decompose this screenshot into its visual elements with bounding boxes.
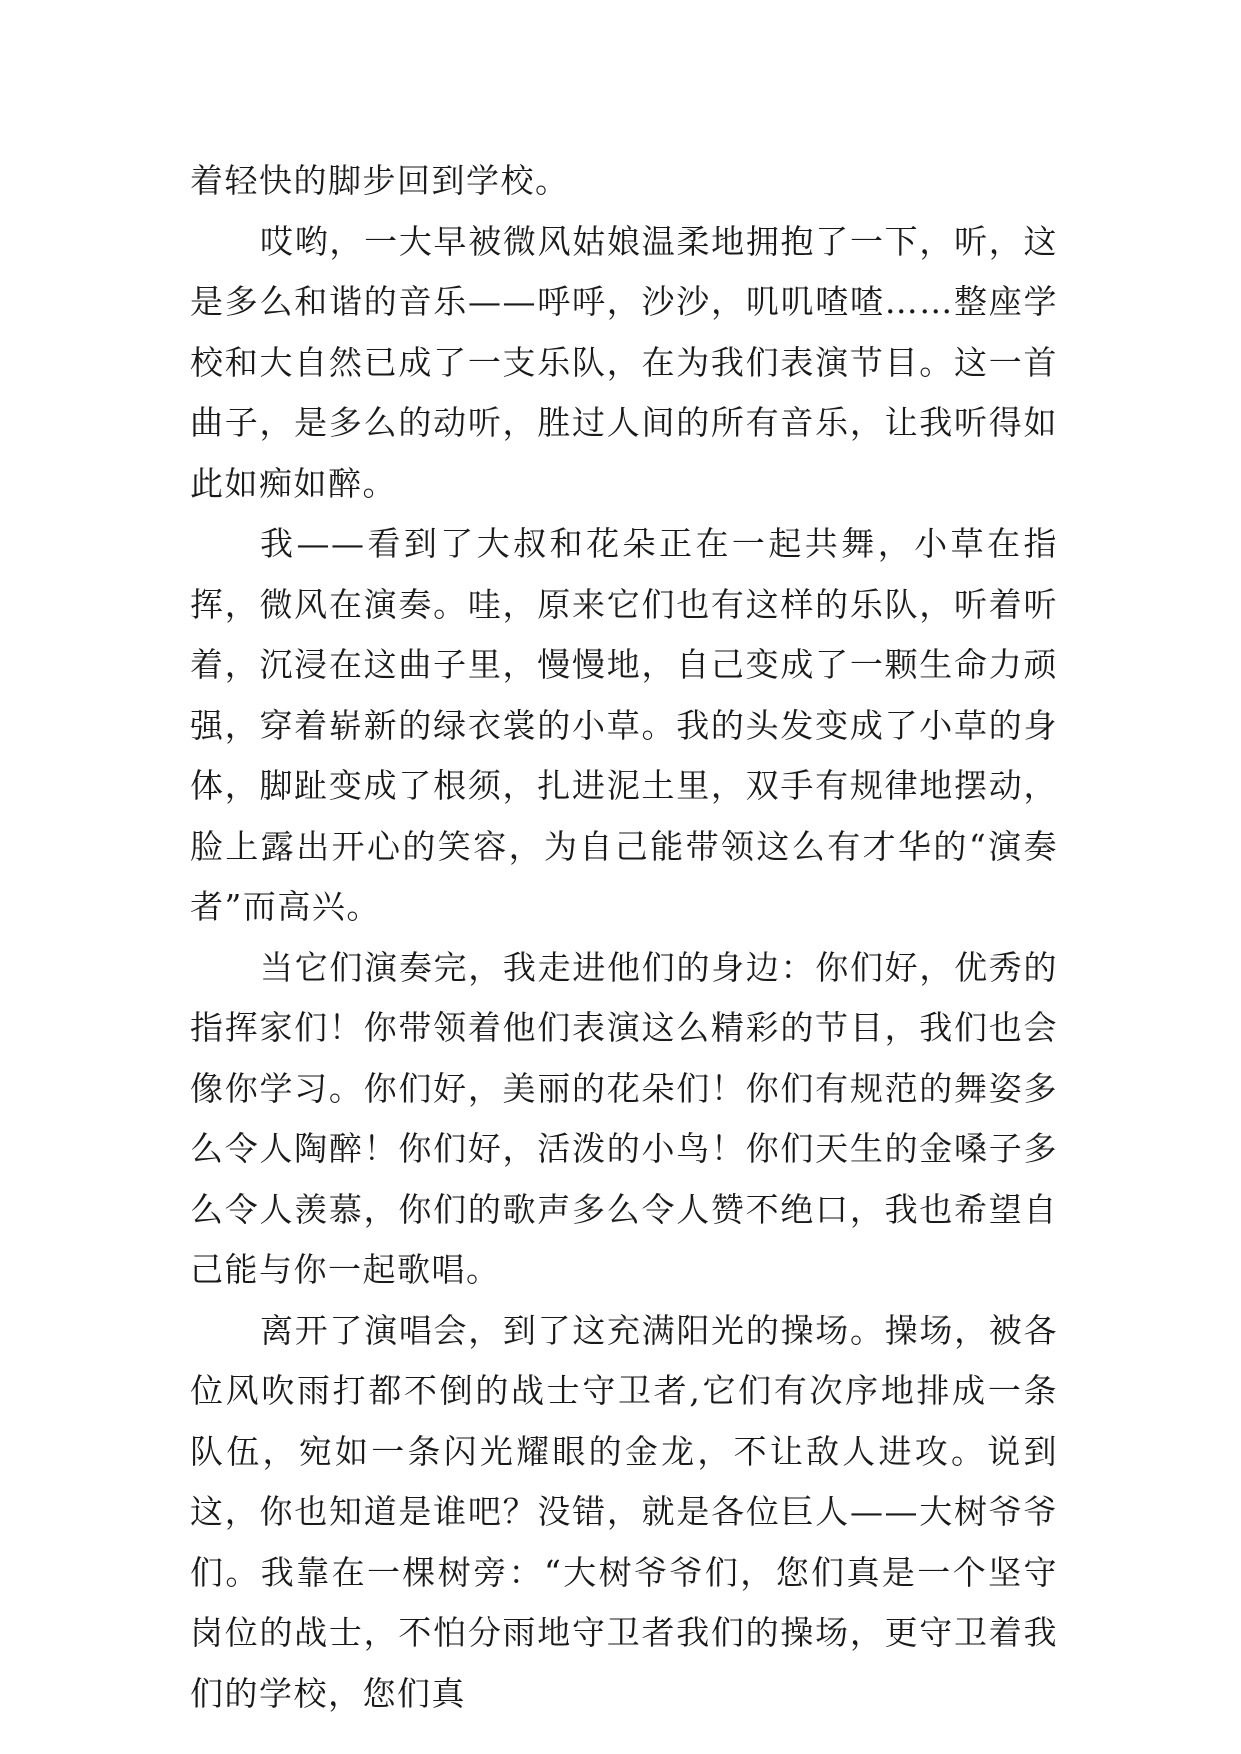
paragraph: 当它们演奏完，我走进他们的身边：你们好，优秀的指挥家们！你带领着他们表演这么精彩的节目，我们也会像你学习。你们好，美丽的花朵们！你们有规范的舞姿多么令人陶醉！你们好，活泼的小鸟！你们天生的金嗓子多么令人羡慕，你们的歌声多么令人赞不绝口，我也希望自己能与你一起歌唱。: [190, 947, 1058, 1289]
body-text: [190, 151, 1058, 1724]
paragraph: 我——看到了大叔和花朵正在一起共舞，小草在指挥，微风在演奏。哇，原来它们也有这样的乐队，听着听着，沉浸在这曲子里，慢慢地，自己变成了一颗生命力顽强，穿着崭新的绿衣裳的小草。我的头发变成了小草的身体，脚趾变成了根须，扎进泥土里，双手有规律地摆动，脸上露出开心的笑容，为自己能带领这么有才华的“演奏者”而高兴。: [190, 524, 1058, 926]
paragraph-continuation: 着轻快的脚步回到学校。: [190, 161, 570, 200]
paragraph: 哎哟，一大早被微风姑娘温柔地拥抱了一下，听，这是多么和谐的音乐——呼呼，沙沙，叽叽喳喳……整座学校和大自然已成了一支乐队，在为我们表演节目。这一首曲子，是多么的动听，胜过人间的所有音乐，让我听得如此如痴如醉。: [190, 221, 1058, 503]
paragraph: 离开了演唱会，到了这充满阳光的操场。操场，被各位风吹雨打都不倒的战士守卫者,它们有次序地排成一条队伍，宛如一条闪光耀眼的金龙，不让敌人进攻。说到这，你也知道是谁吧？没错，就是各位巨人——大树爷爷们。我靠在一棵树旁：“大树爷爷们，您们真是一个坚守岗位的战士，不怕分雨地守卫者我们的操场，更守卫着我们的学校，您们真: [190, 1310, 1058, 1713]
